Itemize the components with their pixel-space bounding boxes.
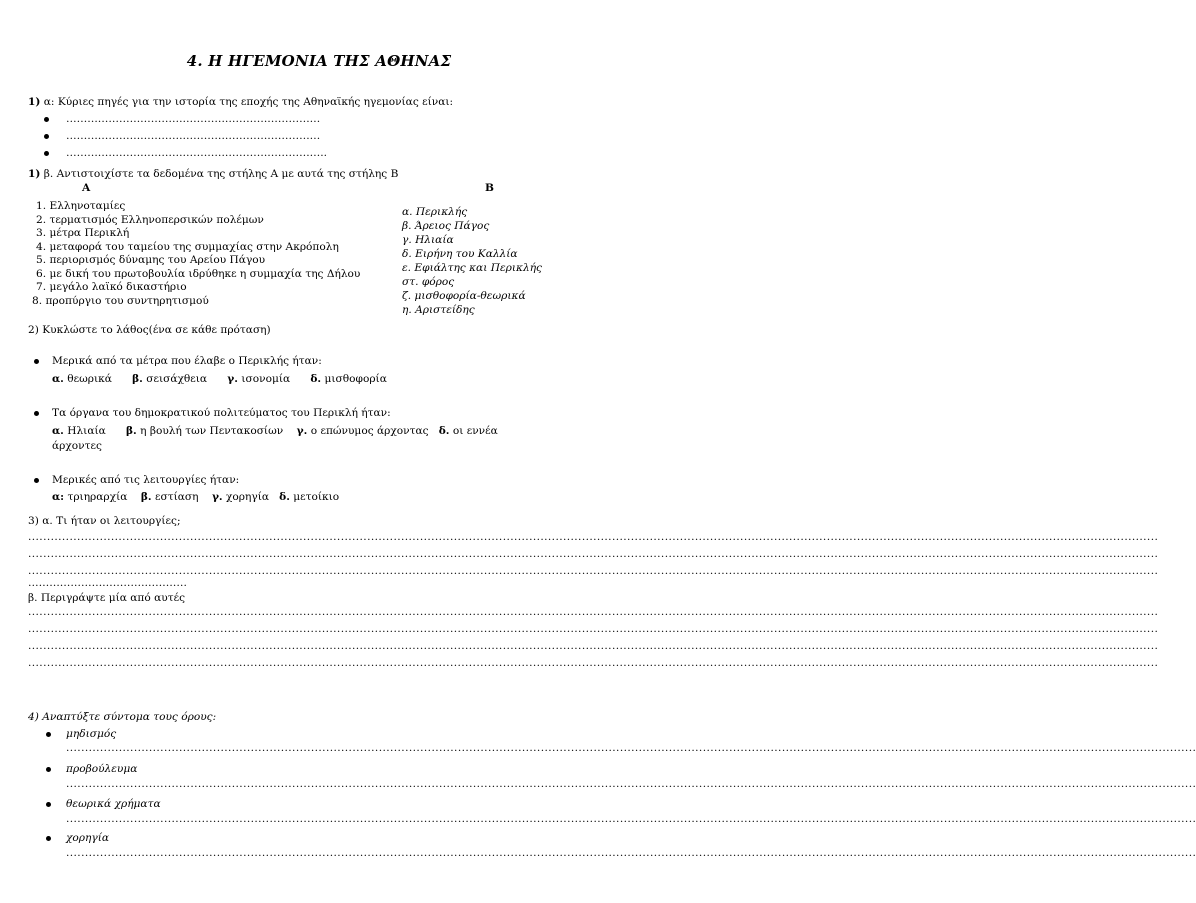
option-text[interactable]: οι εννέα	[452, 425, 498, 437]
option-continuation[interactable]: άρχοντες	[52, 440, 102, 452]
column-a-item: 6. με δική του πρωτοβουλία ιδρύθηκε η συμμαχία της Δήλου	[36, 267, 361, 280]
question-2-stem: Μερικά από τα μέτρα που έλαβε ο Περικλής ήταν:	[52, 355, 322, 367]
term-label: μηδισμός	[66, 728, 117, 740]
question-2-stem: Τα όργανα του δημοκρατικού πολιτεύματος του Περικλή ήταν:	[52, 407, 391, 419]
option-letter: β.	[140, 491, 152, 503]
column-a-item: 4. μεταφορά του ταμείου της συμμαχίας στην Ακρόπολη	[36, 240, 339, 253]
option-letter: δ.	[279, 491, 290, 503]
option-text[interactable]: τριηραρχία	[67, 491, 128, 503]
term-answer-line[interactable]: ............................................................................................................................................................................................................................................................................................................	[66, 778, 1196, 790]
bullet-icon	[44, 117, 49, 122]
option-letter: δ.	[310, 373, 322, 385]
option-text[interactable]: η βουλή των Πεντακοσίων	[140, 425, 284, 437]
option-text[interactable]: θεωρικά	[67, 373, 112, 385]
column-b-item: γ. Ηλιαία	[402, 234, 454, 246]
bullet-icon	[46, 836, 51, 841]
question-2-stem: Μερικές από τις λειτουργίες ήταν:	[52, 474, 240, 486]
option-text[interactable]: χορηγία	[226, 491, 270, 503]
question-1b-number: 1)	[28, 168, 41, 180]
column-a-item: 3. μέτρα Περικλή	[36, 227, 130, 239]
option-letter: β.	[126, 425, 137, 437]
option-text[interactable]: μετοίκιο	[293, 491, 340, 503]
question-1a	[28, 96, 453, 109]
answer-blank-3[interactable]: ………………………………………………………………..	[66, 147, 327, 159]
option-letter: δ.	[438, 425, 450, 437]
bullet-icon	[34, 359, 39, 364]
question-3b-text: β. Περιγράψτε μία από αυτές	[28, 592, 186, 604]
option-letter: α.	[52, 373, 64, 385]
term-label: χορηγία	[66, 832, 110, 844]
column-a-item: 2. τερματισμός Ελληνοπερσικών πολέμων	[36, 213, 264, 226]
question-3a-text: 3) α. Τι ήταν οι λειτουργίες;	[28, 515, 181, 527]
question-2-options	[52, 491, 339, 504]
option-letter: α.	[52, 425, 64, 437]
bullet-icon	[46, 732, 51, 737]
column-b-header: Β	[485, 182, 494, 194]
question-1a-number: 1)	[28, 96, 41, 108]
option-text[interactable]: ο επώνυμος άρχοντας	[310, 425, 429, 437]
term-answer-line[interactable]: ............................................................................................................................................................................................................................................................................................................	[66, 847, 1196, 859]
option-letter: γ.	[211, 491, 223, 503]
page-title: 4. Η ΗΓΕΜΟΝΙΑ ΤΗΣ ΑΘΗΝΑΣ	[186, 52, 452, 70]
bullet-icon	[44, 151, 49, 156]
answer-line[interactable]: ............................................................................................................................................................................................................................................................................................................	[28, 606, 1159, 618]
option-letter: γ.	[296, 425, 308, 437]
answer-line-short[interactable]: ………………………………………	[28, 577, 187, 589]
answer-line[interactable]: ............................................................................................................................................................................................................................................................................................................	[28, 548, 1159, 560]
answer-line[interactable]: ............................................................................................................................................................................................................................................................................................................	[28, 640, 1159, 652]
term-answer-line[interactable]: ............................................................................................................................................................................................................................................................................................................	[66, 813, 1196, 825]
question-2-options	[52, 373, 387, 386]
column-b-item: β. Άρειος Πάγος	[402, 220, 490, 232]
term-label: προβούλευμα	[66, 763, 138, 775]
term-answer-line[interactable]: ............................................................................................................................................................................................................................................................................................................	[66, 742, 1196, 754]
column-a-item: 7. μεγάλο λαϊκό δικαστήριο	[36, 281, 187, 293]
question-4-text: 4) Αναπτύξτε σύντομα τους όρους:	[28, 711, 217, 723]
bullet-icon	[34, 411, 39, 416]
option-letter: β.	[132, 373, 143, 385]
column-b-item: ε. Εφιάλτης και Περικλής	[402, 262, 542, 274]
column-a-item: 1. Ελληνοταμίες	[36, 200, 126, 212]
column-b-item: η. Αριστείδης	[402, 304, 475, 316]
column-a-header: Α	[82, 182, 91, 194]
option-text[interactable]: Ηλιαία	[67, 425, 106, 437]
column-b-item: α. Περικλής	[402, 206, 468, 218]
answer-line[interactable]: ............................................................................................................................................................................................................................................................................................................	[28, 531, 1159, 543]
option-text[interactable]: εστίαση	[154, 491, 199, 503]
option-text[interactable]: μισθοφορία	[324, 373, 387, 385]
option-text[interactable]: σεισάχθεια	[146, 373, 208, 385]
answer-line[interactable]: ............................................................................................................................................................................................................................................................................................................	[28, 623, 1159, 635]
option-letter: α:	[52, 491, 65, 503]
answer-blank-1[interactable]: ………………………………………………………………	[66, 113, 321, 125]
option-text[interactable]: ισονομία	[241, 373, 291, 385]
column-a-item: 5. περιορισμός δύναμης του Αρείου Πάγου	[36, 254, 266, 266]
column-b-item: δ. Ειρήνη του Καλλία	[402, 248, 518, 260]
bullet-icon	[44, 134, 49, 139]
bullet-icon	[46, 767, 51, 772]
question-2-text: 2) Κυκλώστε το λάθος(ένα σε κάθε πρόταση)	[28, 324, 271, 336]
question-1b	[28, 168, 398, 181]
option-letter: γ.	[227, 373, 238, 385]
question-1b-text: β. Αντιστοιχίστε τα δεδομένα της στήλης Α με αυτά της στήλης Β	[43, 168, 399, 180]
question-2-options	[52, 425, 498, 438]
column-a-item: 8. προπύργιο του συντηρητισμού	[32, 294, 209, 307]
bullet-icon	[46, 802, 51, 807]
bullet-icon	[34, 478, 39, 483]
question-1a-text: α: Κύριες πηγές για την ιστορία της εποχής της Αθηναϊκής ηγεμονίας είναι:	[43, 96, 454, 108]
term-label: θεωρικά χρήματα	[66, 798, 161, 810]
answer-line[interactable]: ............................................................................................................................................................................................................................................................................................................	[28, 565, 1159, 577]
column-b-item: ζ. μισθοφορία-θεωρικά	[402, 290, 526, 302]
column-b-item: στ. φόρος	[402, 276, 455, 288]
answer-line[interactable]: ............................................................................................................................................................................................................................................................................................................	[28, 657, 1159, 669]
answer-blank-2[interactable]: ………………………………………………………………	[66, 130, 321, 142]
